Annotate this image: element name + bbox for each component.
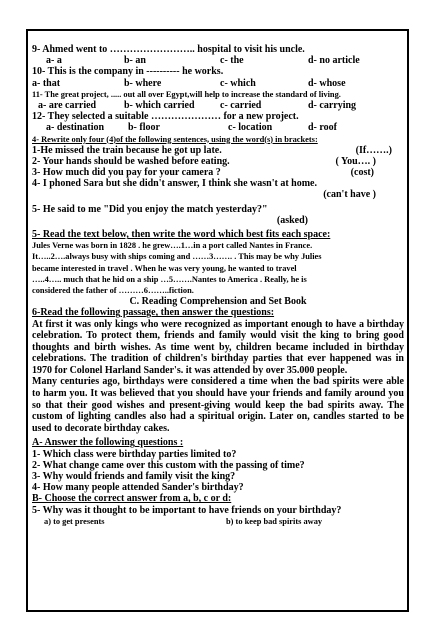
cloze-line-3: became interested in travel . When he was very young, he wanted to travel	[32, 263, 297, 273]
hint: (asked)	[276, 214, 308, 226]
question-11: 11- The great project, ..... out all over Egypt,will help to increase the standard of living.	[32, 89, 341, 99]
option-a: a- destination	[46, 122, 105, 134]
cloze-line-4: …..4….. much that he hid on a ship …5…….Nantes to America . Really, he is	[32, 274, 307, 284]
section-4-heading: 4- Rewrite only four (4)of the following sentences, using the word(s) in brackets:	[32, 134, 318, 144]
rewrite-sentence-4-hint	[32, 189, 404, 200]
comprehension-question-5: 5- Why was it thought to be important to have friends on your birthday?	[32, 504, 342, 516]
section-c-title: C. Reading Comprehension and Set Book	[129, 296, 307, 308]
hint: (If…….)	[355, 144, 392, 156]
hint: (can't have )	[323, 189, 376, 201]
section-5-heading: 5- Read the text below, then write the word which best fits each space:	[32, 229, 331, 240]
question-10-options	[32, 78, 404, 89]
cloze-line-1: Jules Verne was born in 1828 . he grew….1…in a port called Nantes in France.	[32, 241, 313, 251]
rewrite-sentence-5-hint	[32, 215, 404, 226]
rewrite-sentence-2: 2- Your hands should be washed before eating. ( You…. )	[32, 155, 376, 167]
rewrite-sentence-4: 4- I phoned Sara but she didn't answer, I think she wasn't at home.	[32, 178, 317, 190]
part-b-heading: B- Choose the correct answer from a, b, c or d:	[32, 493, 232, 505]
hint: ( You…. )	[335, 155, 376, 167]
question-9: 9- Ahmed went to …………………….. hospital to visit his uncle.	[32, 44, 305, 55]
option-b: b- which carried	[124, 99, 195, 111]
rewrite-sentence-3: 3- How much did you pay for your camera ? (cost)	[32, 167, 374, 179]
option-d: d- roof	[308, 122, 337, 134]
question-12-options	[32, 122, 404, 133]
question-12: 12- They selected a suitable ………………… for a new project.	[32, 111, 299, 123]
option-c: c- which	[220, 77, 256, 89]
option-c: c- carried	[220, 99, 262, 111]
hint: (cost)	[350, 167, 374, 179]
exam-page	[32, 44, 404, 527]
option-d: d- whose	[308, 77, 346, 89]
question-9-options	[32, 55, 404, 66]
comprehension-question-2: 2- What change came over this custom with the passing of time?	[32, 459, 305, 471]
rewrite-sentence-5: 5- He said to me "Did you enjoy the match yesterday?"	[32, 203, 268, 215]
rewrite-sentence-1: 1-He missed the train because he got up late. (If…….)	[32, 144, 392, 156]
option-d: d- no article	[308, 55, 360, 67]
option-c: c- location	[228, 122, 273, 134]
comprehension-question-4: 4- How many people attended Sander's birthday?	[32, 482, 244, 494]
part-a-heading: A- Answer the following questions :	[32, 437, 184, 449]
option-b: b- floor	[128, 122, 160, 134]
option-a: a- are carried	[38, 99, 97, 111]
passage-paragraph-2: Many centuries ago, birthdays were considered a time when the bad spirits were able to harm you. It was believed that you should have your friends and family around you so that their good wishes and present-giving would keep the bad spirits away. The custom of lighting candles also had a spiritual origin. Later on, candles started to be used to decorate birthday cakes.	[32, 376, 404, 434]
option-b: b- an	[124, 55, 146, 67]
question-5-options	[32, 516, 404, 527]
question-11-options	[32, 100, 404, 111]
cloze-line-5: considered the father of ………6……..fiction.	[32, 285, 194, 295]
option-a: a) to get presents	[44, 516, 105, 526]
option-d: d- carrying	[308, 99, 357, 111]
option-b: b- where	[124, 77, 162, 89]
option-c: c- the	[220, 55, 244, 67]
option-b: b) to keep bad spirits away	[226, 516, 323, 526]
question-10: 10- This is the company in ---------- he works.	[32, 66, 224, 78]
comprehension-question-1: 1- Which class were birthday parties limited to?	[32, 448, 237, 460]
cloze-line-2: It…..2….always busy with ships coming and ……3……. . This may be why Julies	[32, 252, 322, 262]
section-6-heading: 6-Read the following passage, then answer the questions:	[32, 307, 275, 319]
option-a: a- that	[32, 77, 61, 89]
option-a: a- a	[46, 55, 62, 67]
passage-paragraph-1: At first it was only kings who were recognized as important enough to have a birthday celebration. To protect them, friends and family would visit the king to bring good thoughts and birth wishes. As time went by, children became included in birthday celebrations. The tradition of children's birthday parties that ever happened was in 1970 for Colonel Harland Sander's. it was attended by over 35.000 people.	[32, 318, 404, 376]
comprehension-question-3: 3- Why would friends and family visit the king?	[32, 471, 236, 482]
